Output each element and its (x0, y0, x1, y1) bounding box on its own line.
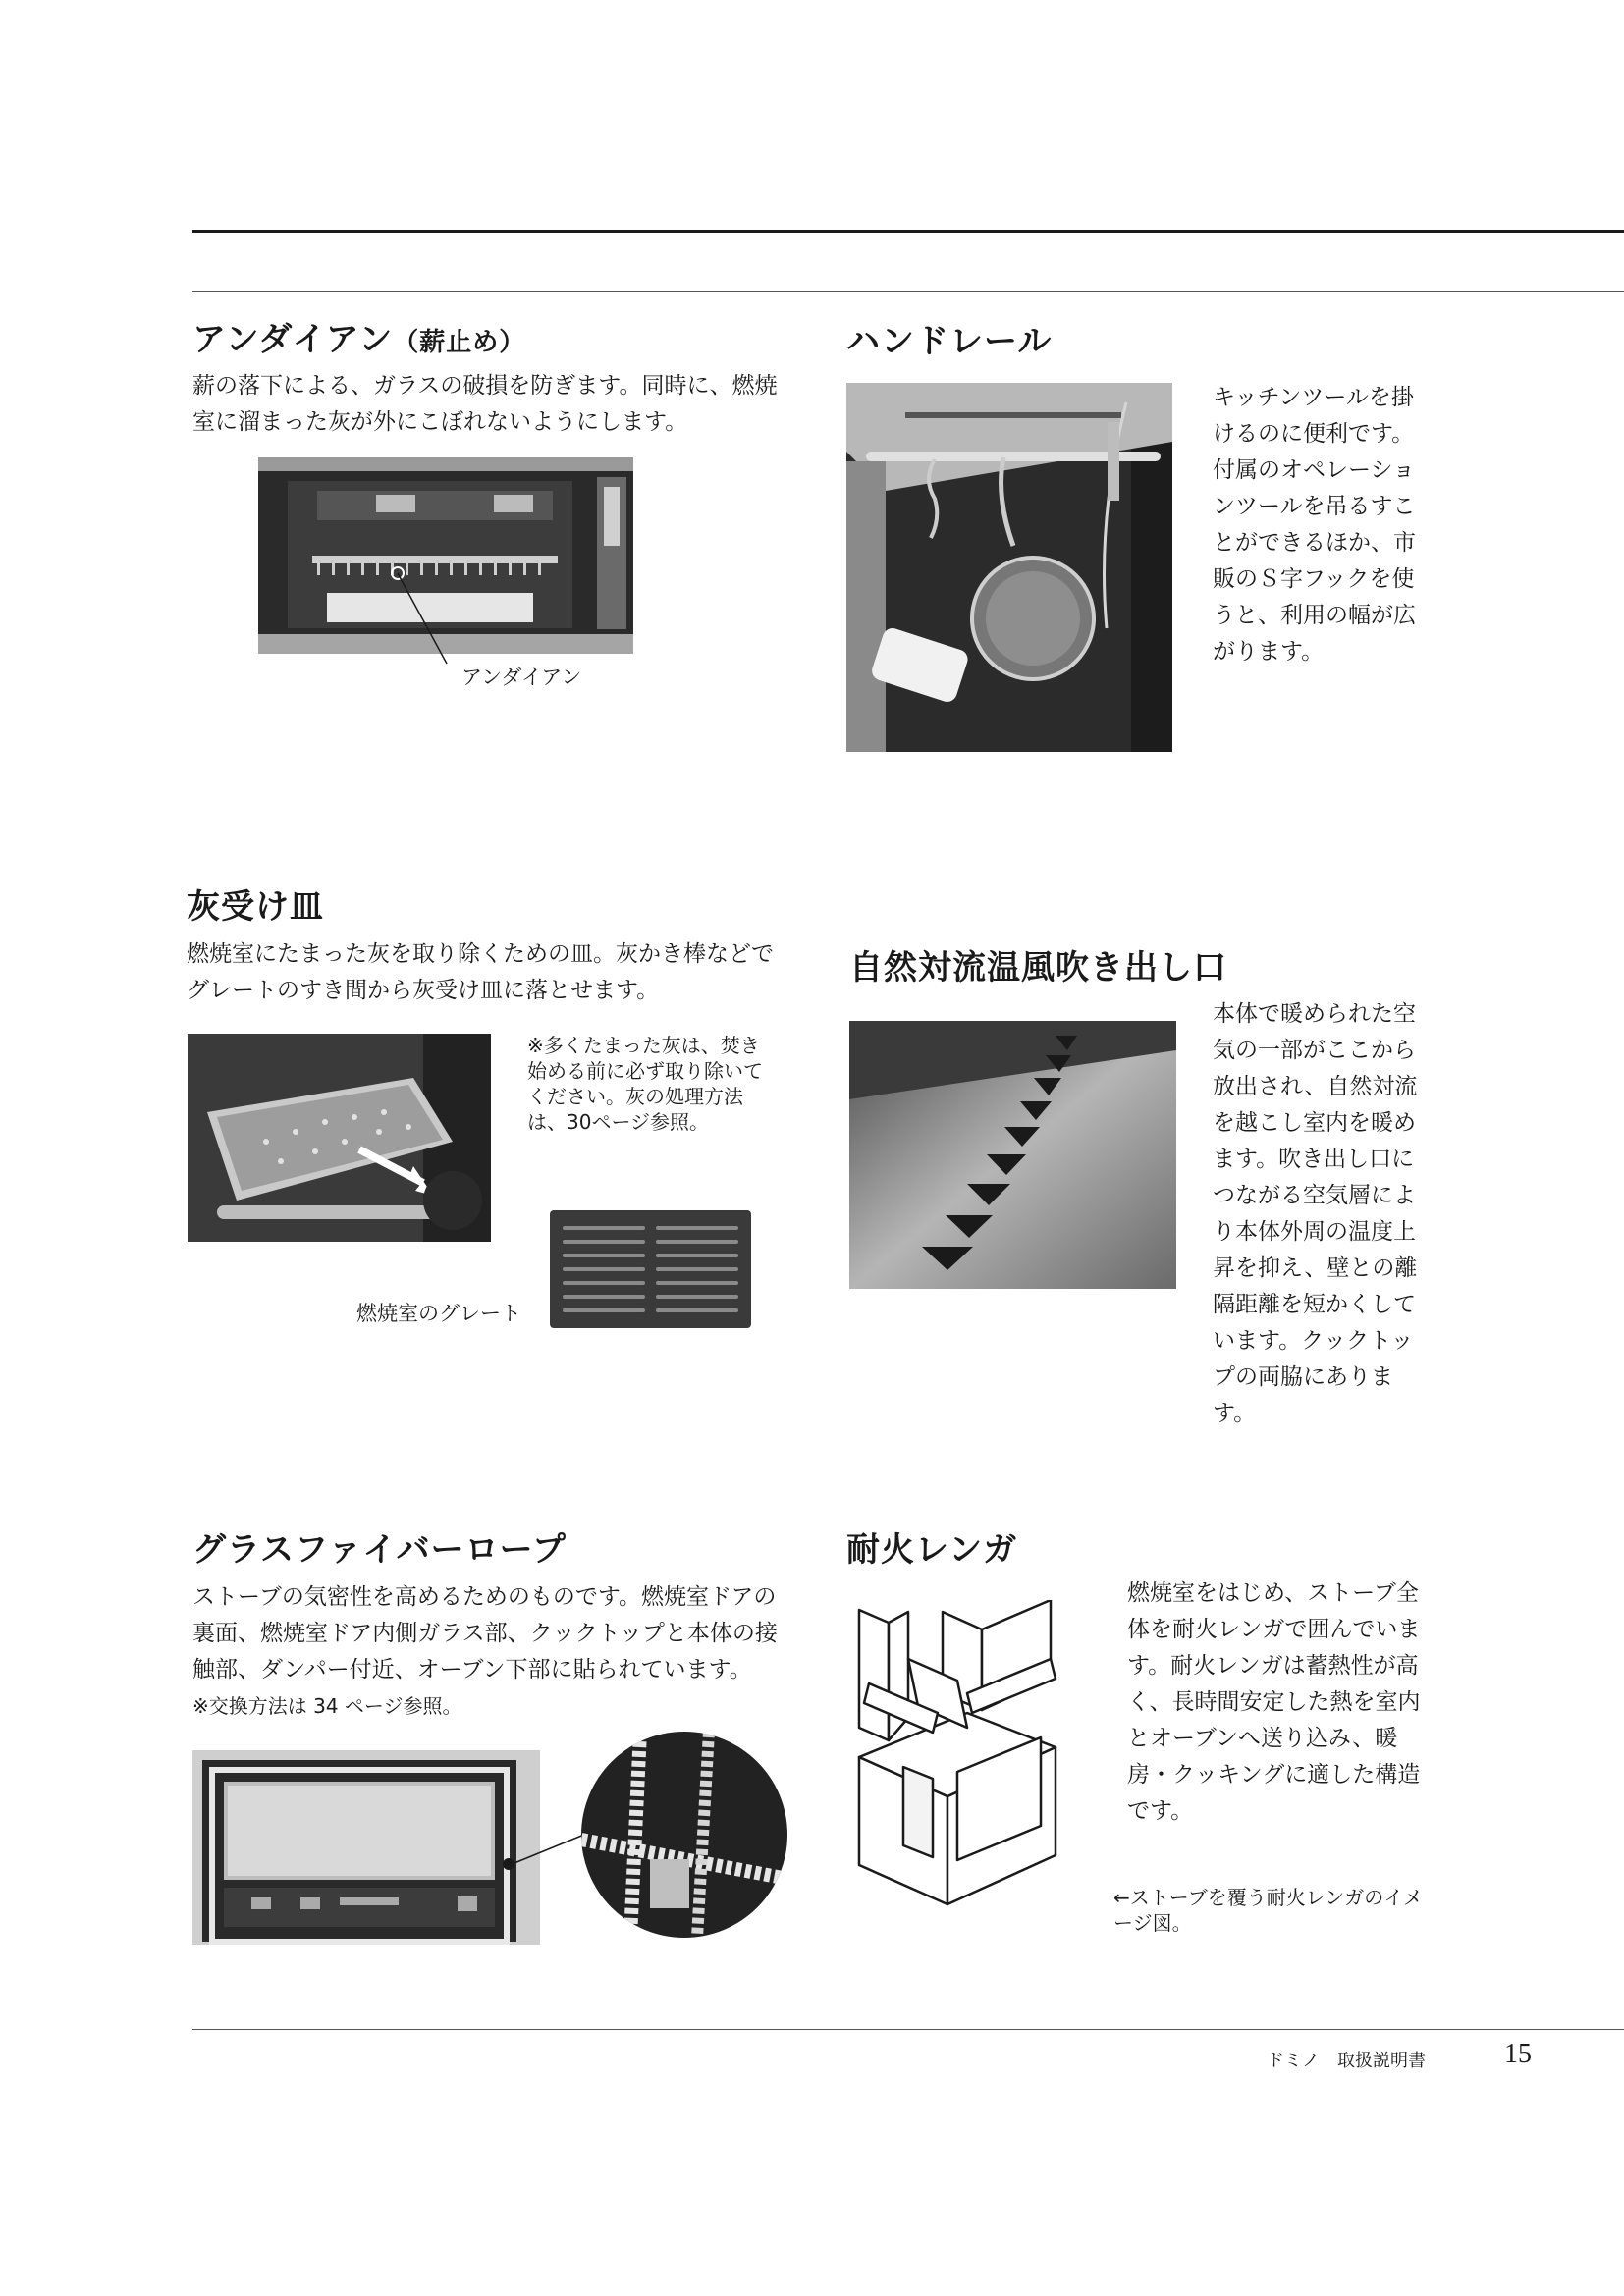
andiron-heading (192, 312, 525, 360)
rope-photo (192, 1750, 540, 1945)
handrail-photo (846, 383, 1172, 752)
ashpan-body: 燃焼室にたまった灰を取り除くための皿。灰かき棒などでグレートのすき間から灰受け皿に落とせます。 (187, 941, 774, 1003)
brick-illustration (849, 1600, 1075, 1914)
footer-doc-title: ドミノ 取扱説明書 (1267, 2051, 1426, 2071)
andiron-body: 薪の落下による、ガラスの破損を防ぎます。同時に、燃焼室に溜まった灰が外にこぼれないようにします。 (192, 373, 778, 435)
brick-title: 耐火レンガ (846, 1530, 1018, 1570)
ashpan-title: 灰受け皿 (187, 887, 324, 927)
vent-photo (849, 1021, 1176, 1289)
header-rule-thick (192, 230, 1624, 233)
andiron-title: アンダイアン (192, 320, 394, 359)
rope-body: ストーブの気密性を高めるためのものです。燃焼室ドアの裏面、燃焼室ドア内側ガラス部、クックトップと本体の接触部、ダンパー付近、オーブン下部に貼られています。 (192, 1584, 778, 1682)
footer-rule (192, 2029, 1624, 2030)
rope-closeup-photo (581, 1732, 787, 1938)
grate-caption: 燃焼室のグレート (356, 1302, 521, 1325)
footer-page-number: 15 (1504, 2039, 1532, 2069)
brick-body: 燃焼室をはじめ、ストーブ全体を耐火レンガで囲んでいます。耐火レンガは蓄熱性が高く、長時間安定した熱を室内とオーブンへ送り込み、暖房・クッキングに適した構造です。 (1127, 1580, 1421, 1824)
vent-title: 自然対流温風吹き出し口 (849, 948, 1227, 988)
rope-note: ※交換方法は 34 ページ参照。 (192, 1694, 462, 1718)
grate-photo (550, 1210, 751, 1328)
ashpan-note: ※多くたまった灰は、焚き始める前に必ず取り除いてください。灰の処理方法は、30ページ参照。 (527, 1034, 763, 1134)
brick-caption: ←ストーブを覆う耐火レンガのイメージ図。 (1113, 1886, 1424, 1935)
andiron-callout-line (393, 569, 491, 677)
andiron-callout: アンダイアン (461, 666, 582, 689)
handrail-title: ハンドレール (846, 322, 1053, 361)
header-rule-thin (192, 291, 1624, 292)
ashpan-photo (188, 1034, 491, 1242)
vent-body: 本体で暖められた空気の一部がここから放出され、自然対流を越こし室内を暖めます。吹き出し口につながる空気層により本体外周の温度上昇を抑え、壁との離隔距離を短かくしています。クックトップの両脇にあります。 (1213, 1001, 1418, 1426)
handrail-body: キッチンツールを掛けるのに便利です。付属のオペレーションツールを吊るすことができるほか、市販のＳ字フックを使うと、利用の幅が広がります。 (1213, 385, 1416, 665)
andiron-title-paren: （薪止め） (393, 328, 526, 357)
rope-title: グラスファイバーロープ (192, 1530, 567, 1570)
